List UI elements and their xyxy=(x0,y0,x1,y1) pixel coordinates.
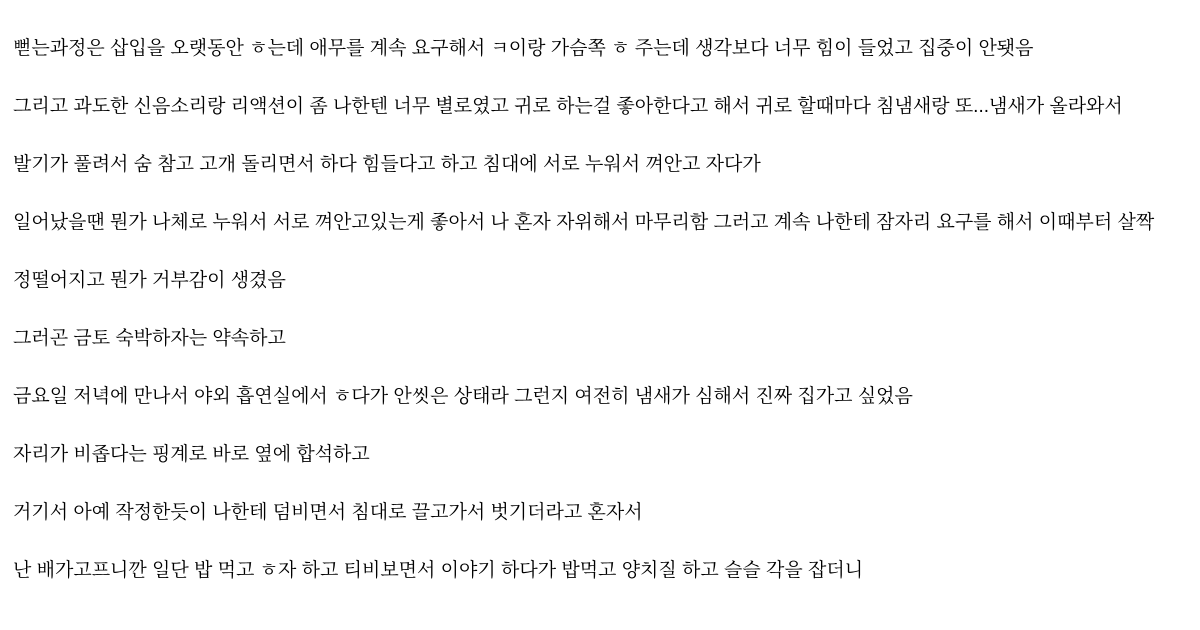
story-paragraph: 거기서 아예 작정한듯이 나한테 덤비면서 침대로 끌고가서 벗기더라고 혼자서 xyxy=(13,502,643,523)
story-paragraph: 금요일 저녁에 만나서 야외 흡연실에서 ㅎ다가 안씻은 상태라 그런지 여전히 냄새가 심해서 진짜 집가고 싶었음 xyxy=(13,386,913,407)
story-paragraph: 발기가 풀려서 숨 참고 고개 돌리면서 하다 힘들다고 하고 침대에 서로 누워서 껴안고 자다가 xyxy=(13,154,761,175)
story-paragraph: 그리고 과도한 신음소리랑 리액션이 좀 나한텐 너무 별로였고 귀로 하는걸 좋아한다고 해서 귀로 할때마다 침냄새랑 또...냄새가 올라와서 xyxy=(13,96,1123,117)
story-paragraph: 자리가 비좁다는 핑계로 바로 옆에 합석하고 xyxy=(13,444,370,465)
story-paragraph: 난 배가고프니깐 일단 밥 먹고 ㅎ자 하고 티비보면서 이야기 하다가 밥먹고 양치질 하고 슬슬 각을 잡더니 xyxy=(13,560,864,581)
story-paragraph: 정떨어지고 뭔가 거부감이 생겼음 xyxy=(13,270,286,291)
story-paragraph: 뻗는과정은 삽입을 오랫동안 ㅎ는데 애무를 계속 요구해서 ㅋ이랑 가슴쪽 ㅎ 주는데 생각보다 너무 힘이 들었고 집중이 안됏음 xyxy=(13,38,1034,59)
story-paragraph: 일어났을땐 뭔가 나체로 누워서 서로 껴안고있는게 좋아서 나 혼자 자위해서 마무리함 그러고 계속 나한테 잠자리 요구를 해서 이때부터 살짝 xyxy=(13,212,1155,233)
story-paragraph: 그러곤 금토 숙박하자는 약속하고 xyxy=(13,328,286,349)
